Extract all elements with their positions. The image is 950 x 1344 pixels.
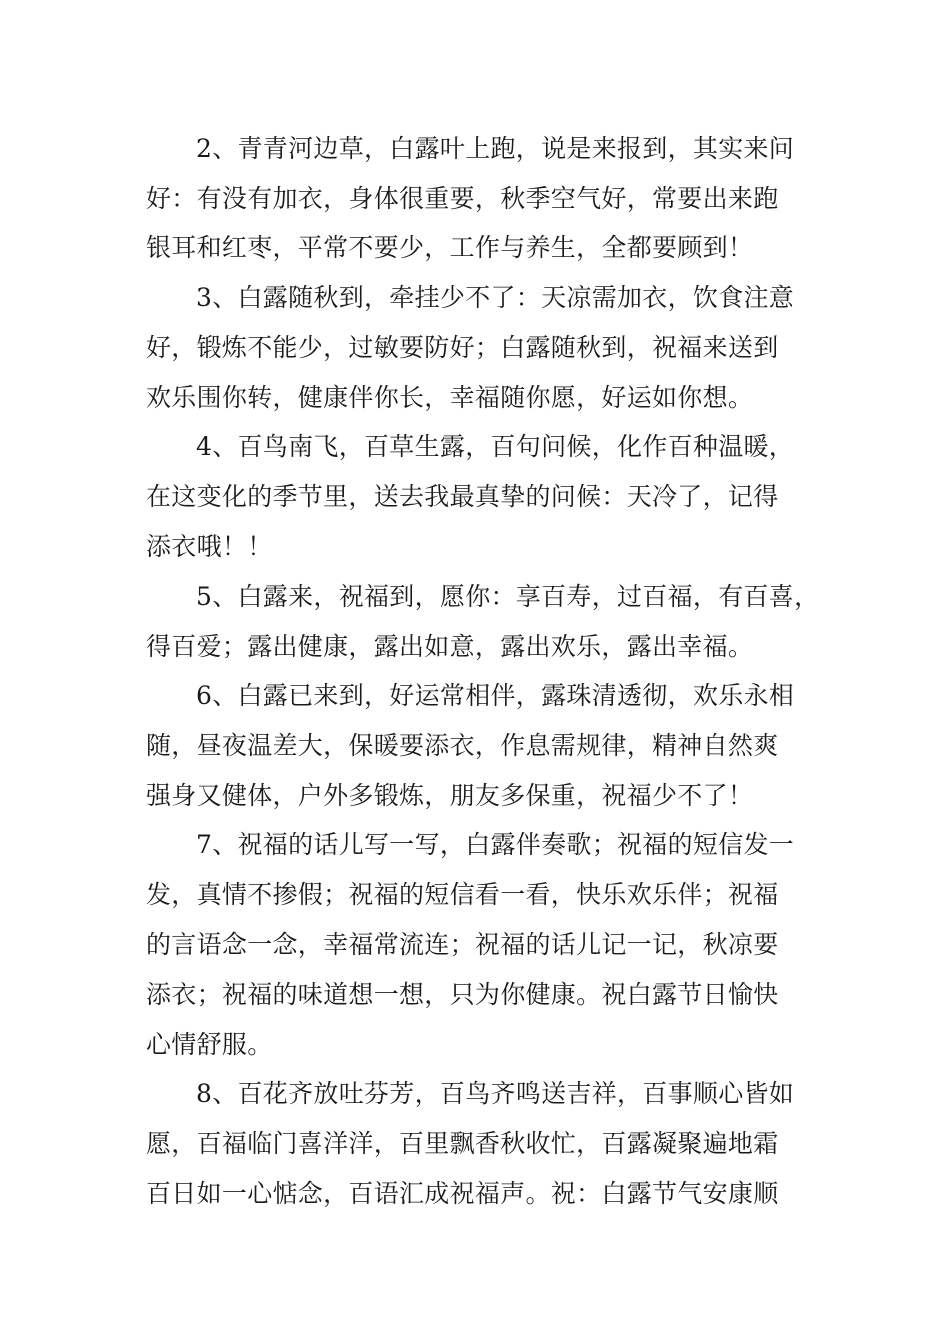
paragraph-line: 随，昼夜温差大，保暖要添衣，作息需规律，精神自然爽 xyxy=(146,731,779,760)
paragraph-line: 得百爱；露出健康，露出如意，露出欢乐，露出幸福。 xyxy=(146,632,754,661)
paragraph-line: 6、白露已来到，好运常相伴，露珠清透彻，欢乐永相 xyxy=(196,681,795,710)
paragraph-line: 在这变化的季节里，送去我最真挚的问候：天冷了，记得 xyxy=(146,482,779,511)
paragraph-line: 4、百鸟南飞，百草生露，百句问候，化作百种温暖， xyxy=(196,432,795,461)
paragraph-line: 心情舒服。 xyxy=(146,1030,273,1059)
paragraph-line: 欢乐围你转，健康伴你长，幸福随你愿，好运如你想。 xyxy=(146,383,754,412)
paragraph-line: 愿，百福临门喜洋洋，百里飘香秋收忙，百露凝聚遍地霜 xyxy=(146,1129,779,1158)
paragraph-line: 5、白露来，祝福到，愿你：享百寿，过百福，有百喜， xyxy=(196,582,820,611)
paragraph-line: 添衣哦！！ xyxy=(146,532,273,561)
paragraph-line: 百日如一心惦念，百语汇成祝福声。祝：白露节气安康顺 xyxy=(146,1179,779,1208)
paragraph-line: 添衣；祝福的味道想一想，只为你健康。祝白露节日愉快 xyxy=(146,980,779,1009)
paragraph-line: 3、白露随秋到，牵挂少不了：天凉需加衣，饮食注意 xyxy=(196,283,795,312)
paragraph-line: 银耳和红枣，平常不要少，工作与养生，全都要顾到！ xyxy=(146,233,754,262)
paragraph-line: 好：有没有加衣，身体很重要，秋季空气好，常要出来跑 xyxy=(146,184,779,213)
paragraph-line: 好，锻炼不能少，过敏要防好；白露随秋到，祝福来送到 xyxy=(146,333,779,362)
paragraph-line: 的言语念一念，幸福常流连；祝福的话儿记一记，秋凉要 xyxy=(146,930,779,959)
paragraph-line: 8、百花齐放吐芬芳，百鸟齐鸣送吉祥，百事顺心皆如 xyxy=(196,1079,795,1108)
paragraph-line: 强身又健体，户外多锻炼，朋友多保重，祝福少不了！ xyxy=(146,781,754,810)
paragraph-line: 发，真情不掺假；祝福的短信看一看，快乐欢乐伴；祝福 xyxy=(146,880,779,909)
paragraph-line: 2、青青河边草，白露叶上跑，说是来报到，其实来问 xyxy=(196,134,795,163)
paragraph-line: 7、祝福的话儿写一写，白露伴奏歌；祝福的短信发一 xyxy=(196,830,795,859)
